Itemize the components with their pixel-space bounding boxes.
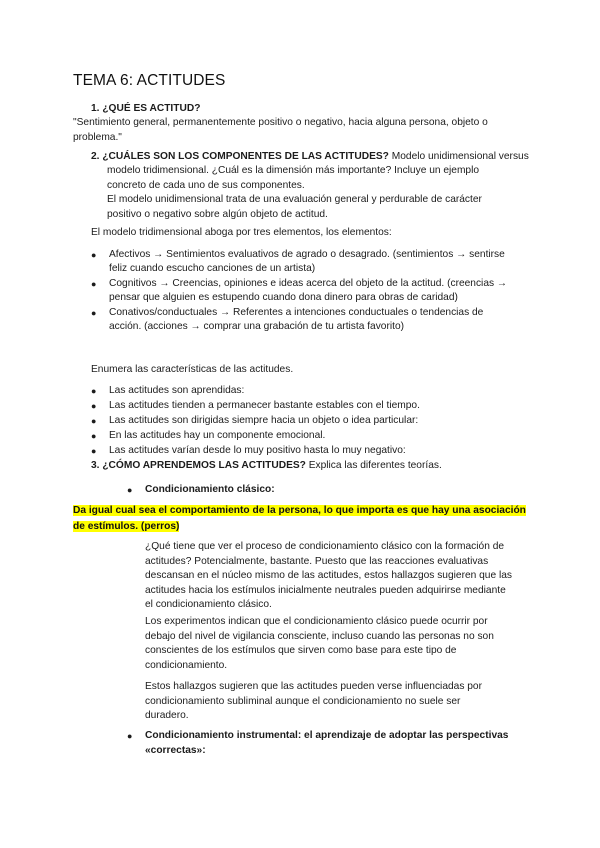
paragraph-line: Estos hallazgos sugieren que las actitudes pueden verse influenciadas por [145,681,482,692]
section-2-line-5: positivo o negativo sobre algún objeto de actitud. [107,208,328,220]
highlight-line-1: Da igual cual sea el comportamiento de la persona, lo que importa es que hay una asociación [73,505,526,516]
list-item-continuation: acción. (acciones → comprar una grabación de tu artista favorito) [109,321,405,332]
bullet-icon: ● [91,250,97,260]
bullet-icon: ● [91,401,97,411]
paragraph-line: condicionamiento subliminal aunque el condicionamiento no suele ser [145,695,461,707]
tridimensional-intro: El modelo tridimensional aboga por tres elementos, los elementos: [91,227,392,238]
definition-quote [73,116,528,145]
classical-conditioning-title: Condicionamiento clásico: [145,484,275,495]
list-item: En las actitudes hay un componente emocional. [109,430,326,441]
section-3-heading-line [91,459,442,474]
highlighted-note [73,503,533,535]
section-3-heading: 3. ¿CÓMO APRENDEMOS LAS ACTITUDES? [91,460,306,471]
list-item: Las actitudes son aprendidas: [109,385,245,396]
instrumental-line-2: «correctas»: [145,744,206,756]
bullet-icon: ● [91,446,97,456]
paragraph-line: conscientes de los estímulos que sirven como base para este tipo de [145,645,457,657]
paragraph-line: actitudes? Potencialmente, bastante. Puesto que las reacciones evaluativas [145,555,489,567]
quote-line-2: problema." [73,131,122,143]
paragraph-line: debajo del nivel de vigilancia consciente, incluso cuando las personas no son [145,630,494,642]
instrumental-conditioning-title [145,729,528,758]
bullet-icon: ● [91,279,97,289]
quote-line-1: "Sentimiento general, permanentemente positivo o negativo, hacia alguna persona, objeto o [73,117,488,128]
highlight-line-2: de estímulos. (perros) [73,521,180,532]
section-1-heading: 1. ¿QUÉ ES ACTITUD? [91,103,201,114]
paragraph-line: descansan en el núcleo mismo de las actitudes, estos hallazgos sugieren que las [145,570,512,582]
section-2-body [107,164,528,222]
paragraph-line: actitudes hacia los estímulos inicialmente neutrales pueden adquirirse mediante [145,584,506,596]
paragraph-line: el condicionamiento clásico. [145,599,272,611]
classical-paragraph-3 [145,680,528,724]
section-3-heading-rest: Explica las diferentes teorías. [305,460,442,471]
list-item-continuation: feliz cuando escucho canciones de un artista) [109,263,316,274]
bullet-icon: ● [127,485,133,495]
bullet-icon: ● [91,431,97,441]
bullet-icon: ● [91,308,97,318]
component-line: Afectivos → Sentimientos evaluativos de agrado o desagrado. (sentimientos → sentirse [109,249,505,260]
paragraph-line: duradero. [145,710,189,722]
instrumental-line-1: Condicionamiento instrumental: el aprendizaje de adoptar las perspectivas [145,730,509,741]
list-item: Las actitudes son dirigidas siempre hacia un objeto o idea particular: [109,415,419,426]
list-item: Cognitivos → Creencias, opiniones e ideas acerca del objeto de la actitud. (creencias → [109,278,508,289]
list-item: Las actitudes tienden a permanecer bastante estables con el tiempo. [109,400,420,411]
section-2-line-4: El modelo unidimensional trata de una evaluación general y perdurable de carácter [107,194,482,206]
list-item-continuation: pensar que alguien es estupendo cuando dona dinero para obras de caridad) [109,292,458,303]
classical-paragraph-2 [145,615,528,673]
bullet-icon: ● [91,416,97,426]
characteristics-intro: Enumera las características de las actitudes. [91,364,294,375]
section-2-heading: 2. ¿CUÁLES SON LOS COMPONENTES DE LAS ACTITUDES? [91,151,389,162]
list-item: Conativos/conductuales → Referentes a intenciones conductuales o tendencias de [109,307,484,318]
bullet-icon: ● [91,386,97,396]
paragraph-line: condicionamiento. [145,659,228,671]
classical-paragraph-1 [145,540,528,613]
paragraph-line: ¿Qué tiene que ver el proceso de condicionamiento clásico con la formación de [145,541,505,552]
list-item: Las actitudes varían desde lo muy positivo hasta lo muy negativo: [109,445,406,456]
list-item [109,248,528,263]
section-2-heading-rest: Modelo unidimensional versus [388,151,529,162]
section-2-line-3: concreto de cada uno de sus componentes. [107,179,305,191]
paragraph-line: Los experimentos indican que el condicionamiento clásico puede ocurrir por [145,616,488,627]
section-2-heading-line [91,150,529,165]
section-2-line-2: modelo tridimensional. ¿Cuál es la dimensión más importante? Incluye un ejemplo [107,165,480,176]
document-title: TEMA 6: ACTITUDES [73,72,226,89]
bullet-icon: ● [127,731,133,741]
